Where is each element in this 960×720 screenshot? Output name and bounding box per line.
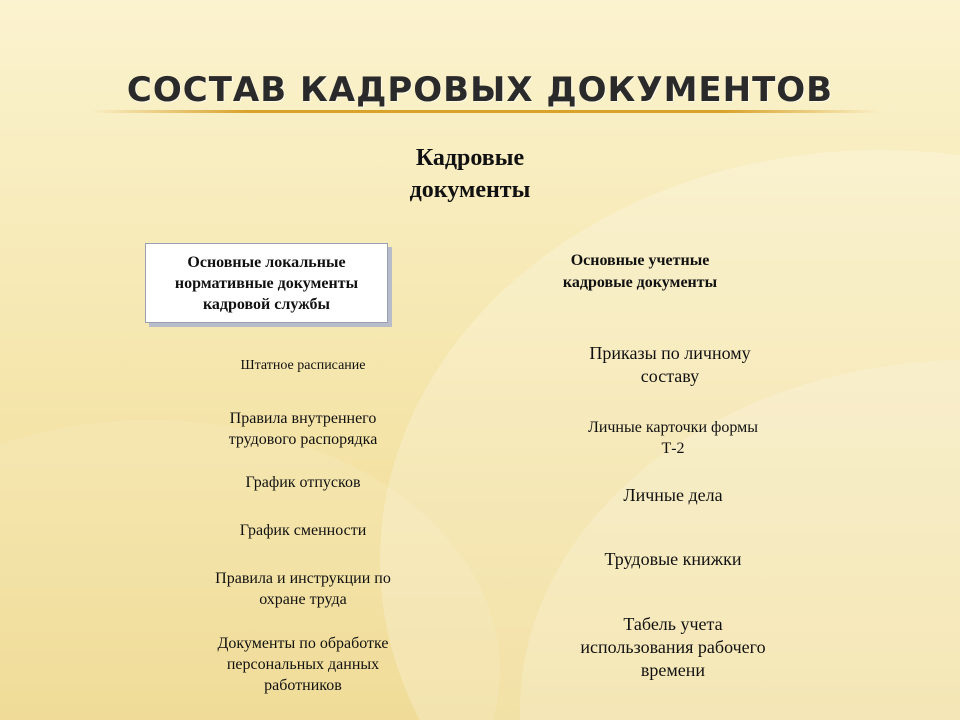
root-node-line: Кадровые xyxy=(415,145,525,171)
right-item-work-books xyxy=(563,549,783,570)
left-heading-line: кадровой службы xyxy=(202,295,331,313)
title-underline xyxy=(90,110,880,113)
item-line: персональных данных xyxy=(226,656,380,673)
root-node-line: документы xyxy=(409,177,531,203)
left-item-safety-rules xyxy=(193,568,413,610)
left-heading-line: нормативные документы xyxy=(174,274,359,292)
slide-title: СОСТАВ КАДРОВЫХ ДОКУМЕНТОВ xyxy=(126,70,834,110)
left-item-labor-rules xyxy=(193,408,413,450)
item-line: составу xyxy=(640,366,700,386)
item-line: Приказы по личному xyxy=(589,343,751,363)
item-line: использования рабочего xyxy=(580,637,766,657)
item-line: Табель учета xyxy=(623,614,723,634)
item-line: охране труда xyxy=(259,591,347,608)
item-line: времени xyxy=(640,660,706,680)
item-line: Т-2 xyxy=(661,440,685,457)
item-line: работников xyxy=(264,677,342,694)
right-heading-line: кадровые документы xyxy=(562,274,718,291)
left-heading-line: Основные локальные xyxy=(187,253,346,271)
left-item-personal-data-docs xyxy=(193,633,413,696)
right-item-personal-files xyxy=(563,485,783,506)
item-line: График сменности xyxy=(239,522,367,539)
item-line: Штатное расписание xyxy=(240,358,366,373)
left-item-shift-schedule xyxy=(193,520,413,541)
item-line: Правила и инструкции по xyxy=(215,570,391,587)
right-branch-heading xyxy=(530,250,750,294)
item-line: трудового распорядка xyxy=(228,431,378,448)
item-line: Личные дела xyxy=(623,485,723,505)
left-item-vacation-schedule xyxy=(193,472,413,493)
right-heading-line: Основные учетные xyxy=(570,252,710,269)
left-branch-heading-box xyxy=(145,243,388,323)
right-item-personnel-orders xyxy=(560,342,780,388)
left-item-staffing-table xyxy=(203,355,403,376)
item-line: Личные карточки формы xyxy=(587,419,759,436)
item-line: Трудовые книжки xyxy=(604,549,742,569)
right-item-timesheet xyxy=(553,613,793,682)
item-line: Документы по обработке xyxy=(217,635,389,652)
item-line: График отпусков xyxy=(245,474,361,491)
right-item-t2-cards xyxy=(563,417,783,459)
root-node xyxy=(370,142,570,206)
item-line: Правила внутреннего xyxy=(229,410,377,427)
